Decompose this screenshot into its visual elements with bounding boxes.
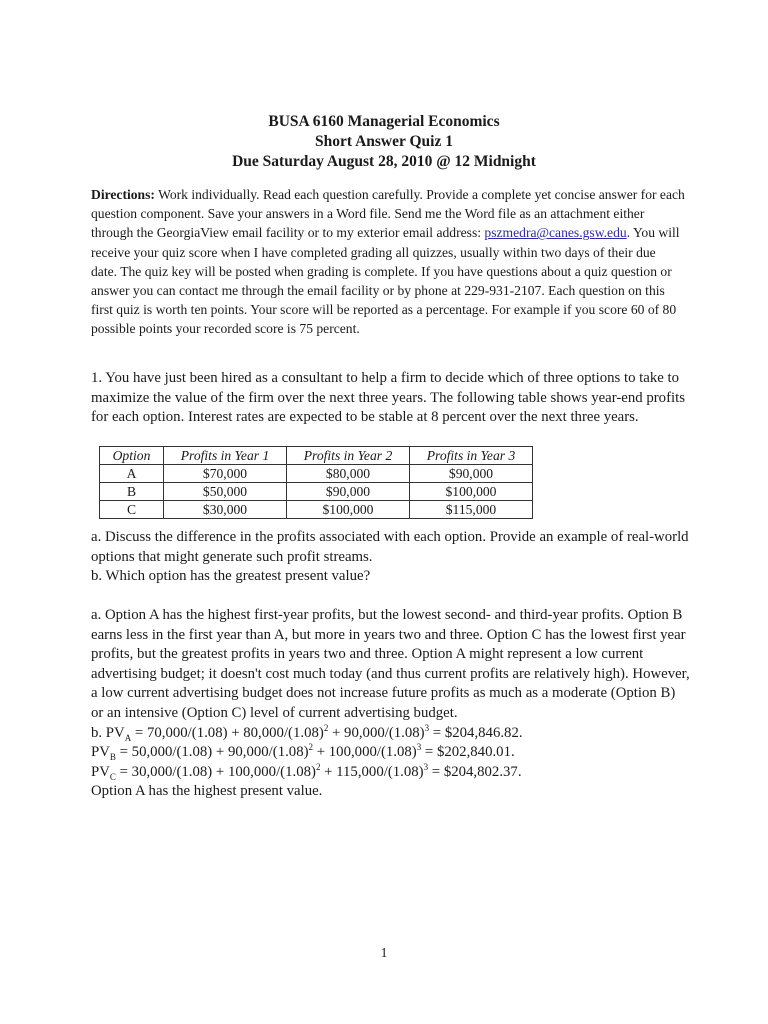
pv-result: = $202,840.01. (421, 744, 515, 761)
table-cell-year-1: $30,000 (164, 501, 287, 519)
pv-subscript: B (109, 752, 116, 763)
pv-prefix: b. PV (91, 724, 125, 741)
directions-text-1: Work individually. Read each question carefully. Provide a complete yet concise answer for each question component. Save your answers in a Word file. Send me the Word file as an attachment either through the GeorgiaView email facility or to my exterior email address: (91, 187, 685, 241)
pv-term-2: + 100,000/(1.08) (313, 744, 417, 761)
table-header-year-3: Profits in Year 3 (410, 447, 533, 465)
table-cell-option: C (100, 501, 164, 519)
profits-table (99, 446, 533, 519)
pv-exponent-1: 2 (323, 722, 329, 733)
table-row (100, 483, 533, 501)
pv-exponent-2: 3 (423, 761, 429, 772)
table-header-year-2: Profits in Year 2 (287, 447, 410, 465)
answer-conclusion: Option A has the highest present value. (91, 783, 323, 800)
table-cell-year-3: $100,000 (410, 483, 533, 501)
question-1-text: 1. You have just been hired as a consultant to help a firm to decide which of three options to take to maximize the value of the firm over the next three years. The following table shows year-end profits for each option. Interest rates are expected to be stable at 8 percent over the next three years. (91, 370, 685, 426)
pv-exponent-1: 2 (315, 761, 321, 772)
pv-term-1: = 70,000/(1.08) + 80,000/(1.08) (131, 724, 324, 741)
pv-line-b (91, 743, 691, 763)
table-header-row (100, 447, 533, 465)
pv-line-a (91, 724, 691, 744)
pv-term-2: + 90,000/(1.08) (328, 724, 425, 741)
table-cell-option: A (100, 465, 164, 483)
table-cell-year-3: $115,000 (410, 501, 533, 519)
subquestions (91, 528, 691, 587)
table-cell-option: B (100, 483, 164, 501)
pv-subscript: A (124, 732, 132, 743)
answer-a: a. Option A has the highest first-year profits, but the lowest second- and third-year profits. Option B earns less in the first year than A, but more in years two and three. Option C has the lowest first year profits, but the greatest profits in years two and three. Option A might represent a low current advertising budget; it doesn't cost much today (and thus current profits are relatively high). However, a low current advertising budget does not increase future profits as much as a moderate (Option B) or an intensive (Option C) level of current advertising budget. (91, 607, 690, 721)
table-cell-year-2: $80,000 (287, 465, 410, 483)
table-cell-year-1: $50,000 (164, 483, 287, 501)
table-cell-year-3: $90,000 (410, 465, 533, 483)
pv-exponent-2: 3 (424, 722, 430, 733)
pv-subscript: C (109, 771, 116, 782)
pv-prefix: PV (91, 744, 110, 761)
pv-result: = $204,846.82. (429, 724, 523, 741)
pv-exponent-2: 3 (416, 742, 422, 753)
table-cell-year-2: $90,000 (287, 483, 410, 501)
table-cell-year-1: $70,000 (164, 465, 287, 483)
subquestion-b: b. Which option has the greatest present value? (91, 568, 371, 585)
directions-label: Directions: (91, 187, 155, 202)
pv-result: = $204,802.37. (428, 763, 522, 780)
page-number: 1 (380, 945, 388, 960)
directions-text-2: . You will receive your quiz score when I have completed grading all quizzes, usually within two days of their due date. The quiz key will be posted when grading is complete. If you have questions about a quiz question or answer you can contact me through the email facility or by phone at 229-931-2107. Each question on this first quiz is worth ten points. Your score will be reported as a percentage. For example if you score 60 of 80 possible points your recorded score is 75 percent. (91, 225, 680, 337)
answer-block (91, 606, 691, 802)
pv-term-1: = 50,000/(1.08) + 90,000/(1.08) (115, 744, 309, 761)
course-title: BUSA 6160 Managerial Economics (268, 113, 500, 130)
quiz-title: Short Answer Quiz 1 (315, 133, 453, 150)
pv-term-2: + 115,000/(1.08) (320, 763, 424, 780)
pv-exponent-1: 2 (308, 742, 314, 753)
table-row (100, 501, 533, 519)
email-link[interactable]: pszmedra@canes.gsw.edu (484, 225, 627, 241)
subquestion-a: a. Discuss the difference in the profits associated with each option. Provide an example of real-world options that might generate such profit streams. (91, 529, 689, 565)
document-title-block (0, 112, 768, 172)
pv-line-c (91, 763, 691, 783)
due-date: Due Saturday August 28, 2010 @ 12 Midnight (232, 153, 536, 170)
table-row (100, 465, 533, 483)
pv-prefix: PV (91, 763, 110, 780)
table-header-year-1: Profits in Year 1 (164, 447, 287, 465)
pv-term-1: = 30,000/(1.08) + 100,000/(1.08) (115, 763, 316, 780)
table-header-option: Option (100, 447, 164, 465)
table-cell-year-2: $100,000 (287, 501, 410, 519)
directions-paragraph (91, 185, 685, 339)
